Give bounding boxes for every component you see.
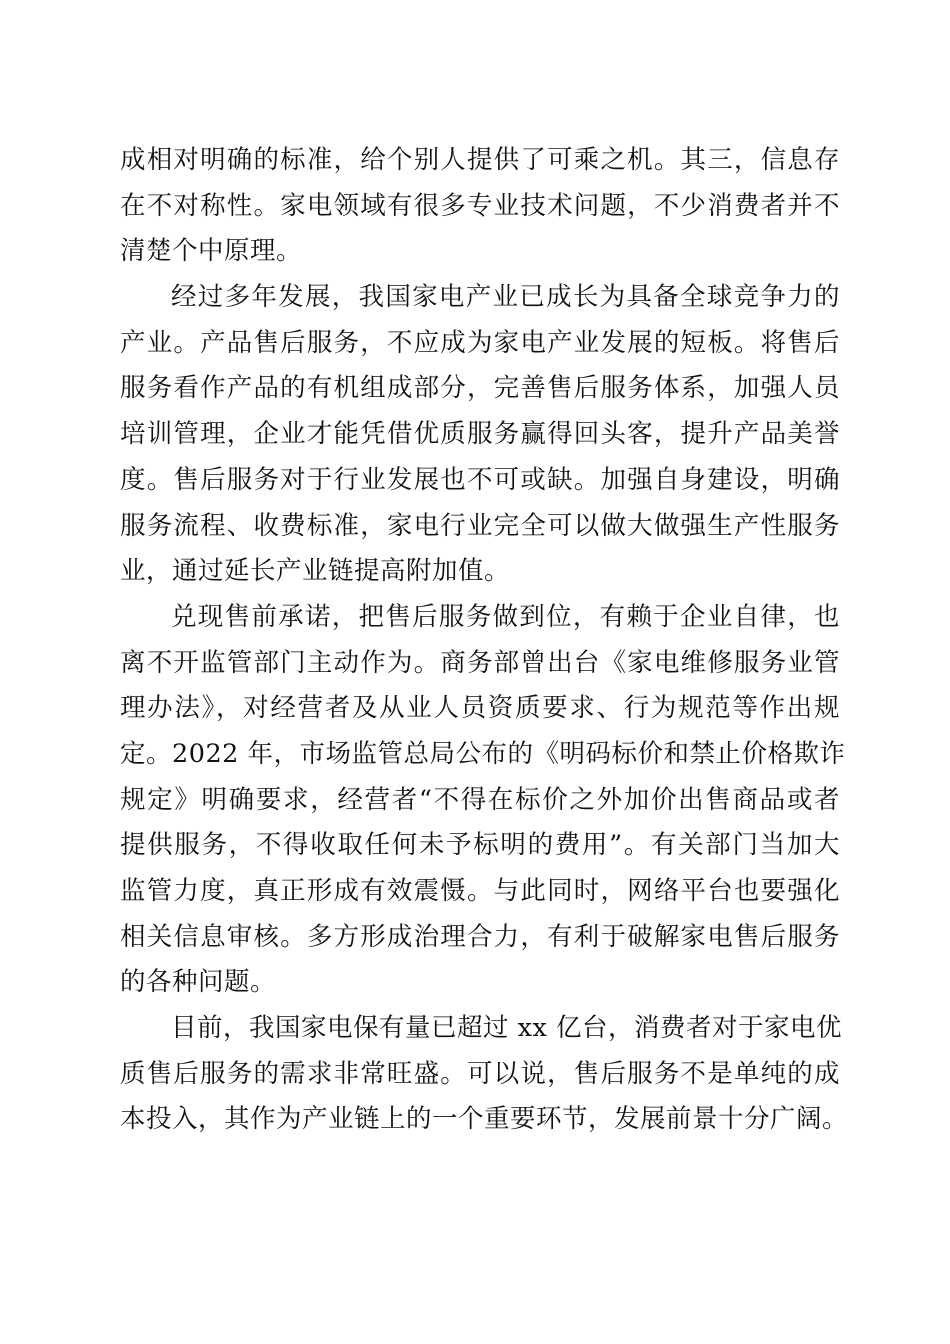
text-line: 服务看作产品的有机组成部分，完善售后服务体系，加强人员 — [120, 373, 840, 404]
text-line: 清楚个中原理。 — [120, 236, 303, 267]
text-line: 度。售后服务对于行业发展也不可或缺。加强自身建设，明确 — [120, 464, 840, 495]
text-line: 本投入，其作为产业链上的一个重要环节，发展前景十分广阔。 — [120, 1104, 849, 1135]
text-line: 离不开监管部门主动作为。商务部曾出台《家电维修服务业管 — [120, 647, 840, 678]
text-line: 提供服务，不得收取任何未予标明的费用”。有关部门当加大 — [120, 830, 840, 861]
text-line: 规定》明确要求，经营者“不得在标价之外加价出售商品或者 — [120, 784, 840, 815]
text-line: 经过多年发展，我国家电产业已成长为具备全球竞争力的 — [171, 282, 840, 313]
text-line: 服务流程、收费标准，家电行业完全可以做大做强生产性服务 — [120, 510, 840, 541]
text-line: 培训管理，企业才能凭借优质服务赢得回头客，提升产品美誉 — [120, 419, 840, 450]
text-line: 目前，我国家电保有量已超过 xx 亿台，消费者对于家电优 — [171, 1013, 842, 1044]
article-body — [120, 138, 849, 1143]
text-line: 兑现售前承诺，把售后服务做到位，有赖于企业自律，也 — [171, 601, 840, 632]
text-line: 质售后服务的需求非常旺盛。可以说，售后服务不是单纯的成 — [120, 1058, 840, 1089]
text-line: 在不对称性。家电领域有很多专业技术问题，不少消费者并不 — [120, 190, 840, 221]
text-line: 业，通过延长产业链提高附加值。 — [120, 556, 511, 587]
text-line: 监管力度，真正形成有效震慑。与此同时，网络平台也要强化 — [120, 876, 840, 906]
text-line: 的各种问题。 — [120, 967, 277, 998]
text-line: 相关信息审核。多方形成治理合力，有利于破解家电售后服务 — [120, 921, 840, 952]
text-line: 定。2022 年，市场监管总局公布的《明码标价和禁止价格欺诈 — [120, 738, 846, 769]
text-line: 理办法》，对经营者及从业人员资质要求、行为规范等作出规 — [120, 693, 840, 724]
text-line: 成相对明确的标准，给个别人提供了可乘之机。其三，信息存 — [120, 145, 840, 175]
text-line: 产业。产品售后服务，不应成为家电产业发展的短板。将售后 — [120, 327, 840, 358]
